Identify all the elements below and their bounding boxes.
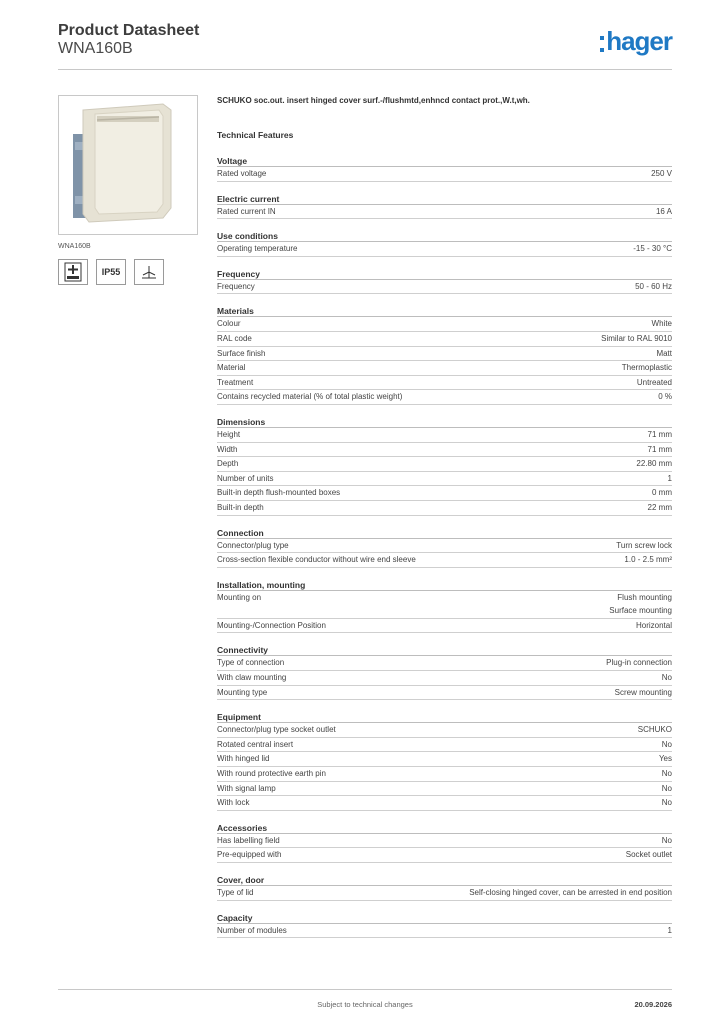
feature-section (217, 579, 672, 634)
spec-label: Connector/plug type socket outlet (217, 725, 336, 735)
spec-row (217, 848, 672, 863)
section-title: Dimensions (217, 416, 672, 428)
spec-value: 250 V (651, 169, 672, 178)
socket-outlet-image (59, 96, 197, 234)
product-code: WNA160B (58, 40, 133, 57)
spec-row (217, 656, 672, 671)
spec-label: Built-in depth flush-mounted boxes (217, 488, 341, 498)
section-title: Use conditions (217, 230, 672, 242)
spec-value: No (661, 769, 672, 779)
spec-label: Frequency (217, 281, 255, 291)
spec-label: RAL code (217, 333, 252, 343)
footer-note: Subject to technical changes (317, 1000, 413, 1009)
spec-value: Socket outlet (625, 850, 672, 860)
section-title: Connectivity (217, 644, 672, 656)
spec-value: 1 (667, 925, 672, 935)
protection-class-icon (58, 259, 88, 285)
spec-label: With signal lamp (217, 783, 276, 793)
document-title: Product Datasheet (58, 22, 200, 39)
ip55-badge: IP55 (96, 259, 126, 285)
logo-text: hager (606, 26, 672, 56)
spec-row (217, 782, 672, 797)
spec-row (217, 796, 672, 811)
hager-logo (600, 26, 672, 57)
spec-row (217, 767, 672, 782)
spec-row (217, 752, 672, 767)
feature-section (217, 155, 672, 182)
feature-section (217, 305, 672, 405)
spec-label: Rated current IN (217, 206, 276, 216)
feature-section (217, 527, 672, 568)
spec-row (217, 167, 672, 182)
spec-row (217, 723, 672, 738)
spec-label: Operating temperature (217, 244, 298, 254)
spec-label: Material (217, 363, 246, 373)
spec-row (217, 671, 672, 686)
spec-row (217, 428, 672, 443)
spec-value: -15 - 30 °C (633, 244, 672, 254)
spec-label: Rated voltage (217, 169, 267, 178)
section-title: Accessories (217, 822, 672, 834)
page-header (58, 20, 672, 70)
spec-row (217, 317, 672, 332)
spec-value: White (651, 319, 672, 329)
section-title: Materials (217, 305, 672, 317)
spec-value: Horizontal (635, 620, 672, 630)
section-title: Installation, mounting (217, 579, 672, 591)
spec-value: No (661, 798, 672, 808)
badge-row (58, 259, 198, 285)
spec-row (217, 332, 672, 347)
spec-value: Screw mounting (614, 687, 672, 697)
features-heading: Technical Features (217, 130, 294, 140)
dual-mount-icon (134, 259, 164, 285)
spec-value: No (661, 673, 672, 683)
spec-row (217, 501, 672, 516)
feature-section (217, 711, 672, 811)
spec-label: With claw mounting (217, 673, 287, 683)
spec-label: Mounting-/Connection Position (217, 620, 326, 630)
section-title: Cover, door (217, 874, 672, 886)
spec-value: 1.0 - 2.5 mm² (624, 555, 672, 565)
spec-row (217, 486, 672, 501)
spec-value: Untreated (636, 377, 672, 387)
spec-row (217, 280, 672, 295)
spec-value: 71 mm (647, 444, 672, 454)
spec-value: 0 mm (652, 488, 672, 498)
feature-section (217, 416, 672, 516)
image-caption: WNA160B (58, 243, 91, 250)
spec-value: 71 mm (647, 429, 672, 439)
spec-label: Number of units (217, 473, 274, 483)
feature-section (217, 874, 672, 901)
spec-row (217, 457, 672, 472)
section-title: Voltage (217, 155, 672, 167)
logo-dots-icon (600, 36, 604, 52)
spec-label: With lock (217, 798, 250, 808)
spec-row (217, 834, 672, 849)
spec-label: Colour (217, 319, 241, 329)
spec-value: No (661, 783, 672, 793)
spec-row (217, 539, 672, 554)
page-footer (58, 989, 672, 1019)
spec-row (217, 686, 672, 701)
spec-value: SCHUKO (637, 725, 672, 735)
spec-label: Treatment (217, 377, 254, 387)
spec-value: Flush mounting Surface mounting (609, 592, 672, 616)
spec-label: Connector/plug type (217, 540, 289, 550)
spec-value: Yes (658, 754, 672, 764)
section-title: Capacity (217, 912, 672, 924)
spec-value: 50 - 60 Hz (635, 281, 672, 291)
feature-section (217, 644, 672, 700)
spec-row (217, 591, 672, 619)
spec-label: Type of connection (217, 658, 285, 668)
spec-label: Width (217, 444, 238, 454)
spec-label: Built-in depth (217, 502, 264, 512)
spec-value: 1 (667, 473, 672, 483)
product-description: SCHUKO soc.out. insert hinged cover surf.-/flushmtd,enhncd contact prot.,W.t,wh. (217, 96, 530, 105)
spec-value: No (661, 835, 672, 845)
spec-row (217, 347, 672, 362)
spec-label: Rotated central insert (217, 739, 294, 749)
spec-row (217, 376, 672, 391)
spec-row (217, 924, 672, 939)
spec-row (217, 738, 672, 753)
spec-row (217, 886, 672, 901)
spec-label: Contains recycled material (% of total plastic weight) (217, 392, 403, 402)
spec-row (217, 205, 672, 220)
spec-label: Pre-equipped with (217, 850, 282, 860)
section-title: Connection (217, 527, 672, 539)
spec-value: No (661, 739, 672, 749)
spec-label: Mounting on (217, 592, 262, 602)
spec-value: Turn screw lock (616, 540, 672, 550)
spec-value: 22.80 mm (636, 459, 672, 469)
spec-value: 16 A (655, 206, 672, 216)
spec-value: Similar to RAL 9010 (601, 333, 672, 343)
spec-value: 0 % (658, 392, 672, 402)
spec-label: Surface finish (217, 348, 266, 358)
spec-label: Mounting type (217, 687, 268, 697)
spec-label: Number of modules (217, 925, 287, 935)
spec-label: With round protective earth pin (217, 769, 326, 779)
feature-section (217, 268, 672, 295)
section-title: Equipment (217, 711, 672, 723)
feature-section (217, 822, 672, 863)
spec-row (217, 472, 672, 487)
spec-row (217, 390, 672, 405)
feature-section (217, 912, 672, 939)
spec-row (217, 553, 672, 568)
spec-label: Depth (217, 459, 239, 469)
footer-date: 20.09.2026 (634, 1000, 672, 1009)
spec-value: Thermoplastic (621, 363, 672, 373)
feature-section (217, 230, 672, 257)
spec-label: Type of lid (217, 888, 254, 897)
spec-row (217, 443, 672, 458)
product-panel (58, 95, 198, 285)
spec-value: 22 mm (647, 502, 672, 512)
spec-label: Height (217, 429, 241, 439)
section-title: Electric current (217, 193, 672, 205)
spec-row (217, 361, 672, 376)
product-image (58, 95, 198, 235)
spec-label: With hinged lid (217, 754, 270, 764)
spec-value: Plug-in connection (606, 658, 672, 668)
feature-section (217, 193, 672, 220)
spec-label: Cross-section flexible conductor without wire end sleeve (217, 555, 416, 565)
feature-sections (217, 155, 672, 938)
technical-features (217, 96, 672, 949)
spec-value: Matt (656, 348, 672, 358)
spec-value: Self-closing hinged cover, can be arrested in end position (469, 888, 672, 897)
spec-row (217, 242, 672, 257)
section-title: Frequency (217, 268, 672, 280)
spec-row (217, 619, 672, 634)
spec-label: Has labelling field (217, 835, 280, 845)
